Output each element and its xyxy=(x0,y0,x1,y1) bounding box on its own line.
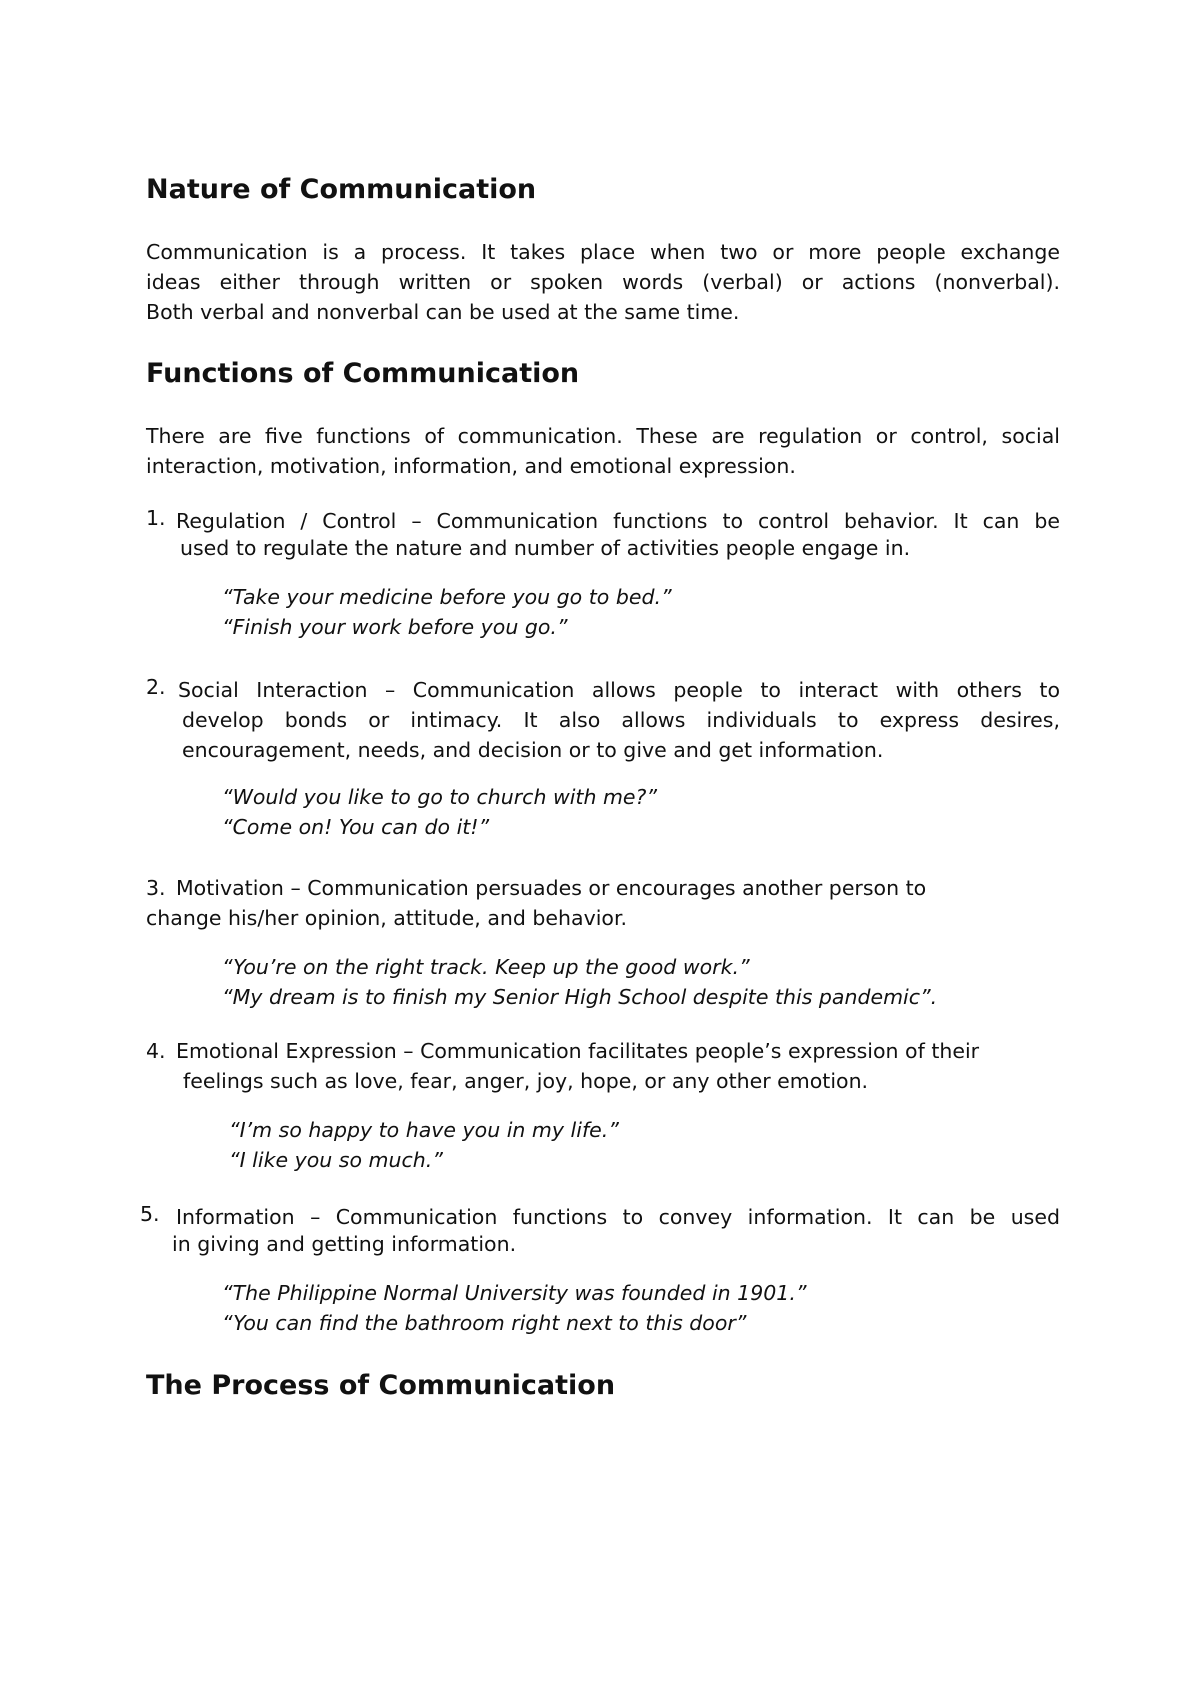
item-text xyxy=(176,506,1060,536)
item-line: develop bonds or intimacy. It also allows individuals to express desires, xyxy=(182,708,1060,732)
heading-process: The Process of Communication xyxy=(146,1370,616,1401)
item-line: Information – Communication functions to convey information. It can be used xyxy=(176,1205,1060,1229)
item-number: 1. xyxy=(146,506,166,530)
item-line: Motivation – Communication persuades or encourages another person to xyxy=(176,876,927,900)
item-quote: “The Philippine Normal University was founded in 1901.” xyxy=(222,1281,807,1305)
item-quote: “My dream is to finish my Senior High School despite this pandemic”. xyxy=(222,985,938,1009)
item-line: Regulation / Control – Communication functions to control behavior. It can be xyxy=(176,509,1060,533)
item-line: Social Interaction – Communication allows people to interact with others to xyxy=(178,678,1060,702)
item-quote: “You can find the bathroom right next to this door” xyxy=(222,1311,747,1335)
nature-paragraph xyxy=(146,237,1060,327)
item-number: 5. xyxy=(140,1202,160,1226)
functions-intro xyxy=(146,421,1060,481)
item-line: encouragement, needs, and decision or to give and get information. xyxy=(182,738,884,762)
item-line: in giving and getting information. xyxy=(172,1232,517,1256)
item-quote: “Would you like to go to church with me?” xyxy=(222,785,658,809)
item-quote: “I like you so much.” xyxy=(229,1148,443,1172)
item-line: change his/her opinion, attitude, and behavior. xyxy=(146,906,628,930)
item-line: feelings such as love, fear, anger, joy, hope, or any other emotion. xyxy=(183,1069,869,1093)
item-quote: “You’re on the right track. Keep up the good work.” xyxy=(222,955,750,979)
heading-nature: Nature of Communication xyxy=(146,174,537,205)
item-number: 2. xyxy=(146,675,166,699)
item-line: used to regulate the nature and number of activities people engage in. xyxy=(180,536,911,560)
item-number: 4. xyxy=(146,1039,166,1063)
item-quote: “Come on! You can do it!” xyxy=(222,815,490,839)
item-quote: “Finish your work before you go.” xyxy=(222,615,568,639)
nature-line: Both verbal and nonverbal can be used at the same time. xyxy=(146,300,740,324)
item-line: Emotional Expression – Communication facilitates people’s expression of their xyxy=(176,1039,980,1063)
item-quote: “Take your medicine before you go to bed.” xyxy=(222,585,672,609)
functions-intro-line: There are five functions of communication. These are regulation or control, social xyxy=(146,424,1060,448)
nature-line: ideas either through written or spoken words (verbal) or actions (nonverbal). xyxy=(146,270,1060,294)
item-number: 3. xyxy=(146,876,166,900)
item-text xyxy=(176,1202,1060,1232)
item-text xyxy=(178,675,1060,765)
item-quote: “I’m so happy to have you in my life.” xyxy=(229,1118,619,1142)
functions-intro-line: interaction, motivation, information, and emotional expression. xyxy=(146,454,796,478)
heading-functions: Functions of Communication xyxy=(146,358,580,389)
nature-line: Communication is a process. It takes place when two or more people exchange xyxy=(146,240,1060,264)
